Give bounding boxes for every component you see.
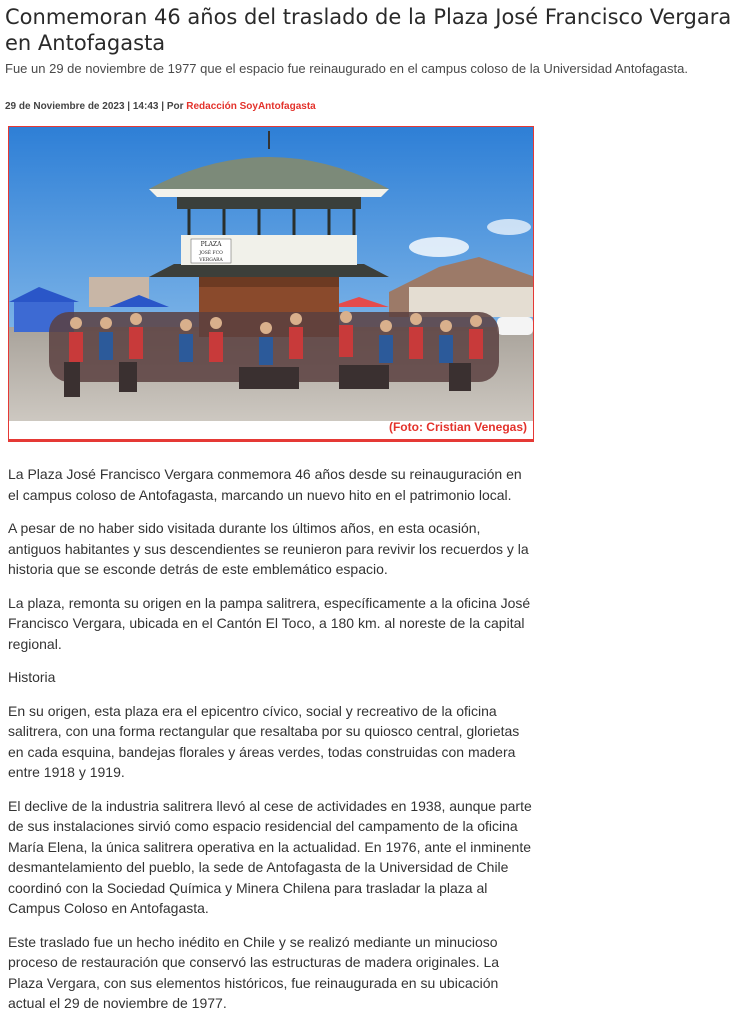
paragraph: El declive de la industria salitrera llevó al cese de actividades en 1938, aunque parte de sus instalaciones sirvió como espacio residencial del campamento de la oficina María Elena, la única salitrera operativa en la actualidad. En 1976, ante el inminente desmantelamiento del pueblo, la sede de Antofagasta de la Universidad de Chile coordinó con la Sociedad Química y Minera Chilena para trasladar la plaza al Campus Coloso en Antofagasta. [8,797,532,916]
article-title: Conmemoran 46 años del traslado de la Plaza José Francisco Vergara en Antofagasta [5,5,732,55]
paragraph: Este traslado fue un hecho inédito en Chile y se realizó mediante un minucioso proceso de restauración que conservó las estructuras de madera originales. La Plaza Vergara, con sus elementos históricos, fue reinaugurada en su ubicación actual el 29 de noviembre de 1977. [8,933,500,1011]
cloud [409,237,469,257]
byline-prefix: Por [166,101,184,112]
meta-separator: | [161,101,167,112]
kiosk-frieze [177,197,361,209]
sign-text: VERGARA [199,258,223,263]
photo-caption: (Foto: Cristian Venegas) [388,420,527,434]
article-meta [5,101,316,112]
kiosk-lower-roof [149,264,389,277]
article-photo [8,126,534,442]
article-subtitle: Fue un 29 de noviembre de 1977 que el espacio fue reinaugurado en el campus coloso de la Universidad Antofagasta. [5,61,688,76]
paragraph: En su origen, esta plaza era el epicentro cívico, social y recreativo de la oficina salitrera, con una forma rectangular que resaltaba por su quiosco central, glorietas en cada esquina, bandejas florales y áreas verdes, todas construidas con madera entre 1918 y 1919. [8,702,520,780]
photo-image [9,127,534,442]
publish-date: 29 de Noviembre de 2023 [5,101,125,112]
article-body [8,464,533,1027]
author-link[interactable]: Redacción SoyAntofagasta [186,101,316,112]
kiosk-roof-edge [149,189,389,197]
paragraph: A pesar de no haber sido visitada durante los últimos años, en esta ocasión, antiguos habitantes y sus descendientes se reunieron para revivir los recuerdos y la historia que se esconde detrás de este emblemático espacio. [8,520,529,577]
section-heading: Historia [8,669,56,685]
paragraph: La plaza, remonta su origen en la pampa salitrera, específicamente a la oficina José Francisco Vergara, ubicada en el Cantón El Toco, a 180 km. al noreste de la capital regional. [8,594,531,652]
cloud [487,219,531,235]
meta-separator: | [127,101,133,112]
car [497,317,533,335]
sign-text: PLAZA [200,241,222,248]
kiosk-base [199,277,339,287]
sign-text: JOSÉ FCO [199,251,223,256]
paragraph: La Plaza José Francisco Vergara conmemora 46 años desde su reinauguración en el campus coloso de Antofagasta, marcando un nuevo hito en el patrimonio local. [8,466,522,503]
publish-time: 14:43 [132,101,159,112]
